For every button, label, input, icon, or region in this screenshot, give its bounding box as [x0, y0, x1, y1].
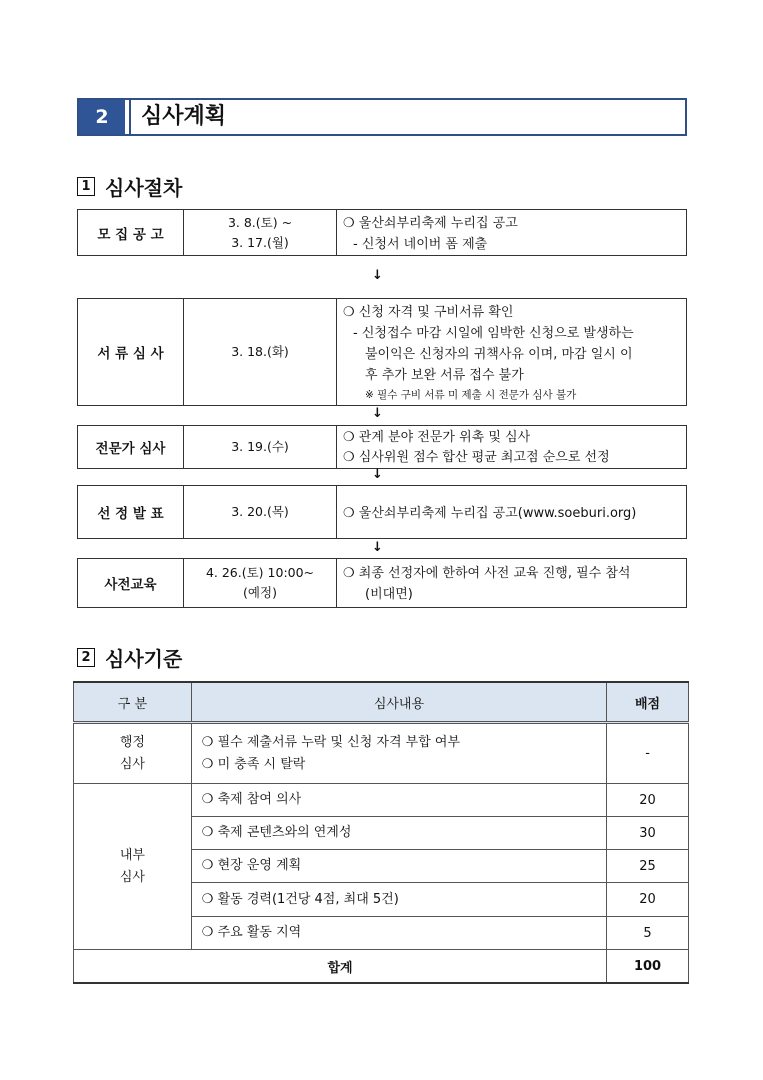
step-line: 불이익은 신청자의 귀책사유 이며, 마감 일시 이 [365, 347, 633, 362]
criteria-score: 5 [607, 917, 689, 950]
category-line: 내부 [119, 847, 145, 863]
step-line: (비대면) [365, 587, 413, 602]
step-content [337, 559, 686, 607]
table-header-row [74, 682, 689, 723]
criteria-item: ❍ 현장 운영 계획 [191, 850, 606, 883]
section-title: 심사계획 [141, 104, 227, 129]
step-name: 서 류 심 사 [78, 299, 184, 405]
step-line: ❍ 신청 자격 및 구비서류 확인 [343, 305, 514, 320]
total-label: 합계 [74, 950, 607, 984]
step-date-line: 3. 19.(수) [231, 439, 289, 454]
total-score: 100 [607, 950, 689, 984]
step-name: 모 집 공 고 [78, 210, 184, 255]
total-row [74, 950, 689, 984]
step-content [337, 299, 686, 405]
step-name: 선 정 발 표 [78, 486, 184, 538]
step-date-line: 4. 26.(토) 10:00~ [205, 565, 315, 580]
criteria-item: ❍ 주요 활동 지역 [191, 917, 606, 950]
step-date-line: 3. 20.(목) [231, 504, 289, 519]
step-date [184, 559, 337, 607]
criteria-heading-title: 심사기준 [105, 647, 183, 671]
admin-score: - [607, 723, 689, 784]
header-category: 구 분 [74, 682, 192, 723]
step-date [184, 426, 337, 468]
step-date-line: 3. 17.(월) [231, 234, 289, 250]
step-date [184, 299, 337, 405]
step-line: ❍ 울산쇠부리축제 누리집 공고 [343, 215, 518, 231]
procedure-heading [77, 172, 182, 201]
criteria-score: 25 [607, 850, 689, 883]
procedure-heading-number: 1 [77, 177, 95, 196]
header-score: 배점 [607, 682, 689, 723]
category-admin [74, 723, 192, 784]
step-content [337, 210, 686, 255]
step-document-review [77, 298, 687, 406]
criteria-item: ❍ 축제 참여 의사 [191, 784, 606, 817]
step-line: ❍ 최종 선정자에 한하여 사전 교육 진행, 필수 참석 [343, 566, 631, 581]
step-name: 전문가 심사 [78, 426, 184, 468]
criteria-item: ❍ 활동 경력(1건당 4점, 최대 5건) [191, 883, 606, 917]
category-line: 심사 [119, 756, 145, 772]
section-number: 2 [79, 100, 125, 134]
step-date-line: 3. 8.(토) ~ [227, 214, 293, 230]
criteria-score: 20 [607, 883, 689, 917]
step-name: 사전교육 [78, 559, 184, 607]
category-line: 행정 [119, 734, 145, 750]
criteria-item: ❍ 필수 제출서류 누락 및 신청 자격 부합 여부 [201, 734, 460, 750]
step-line: ❍ 울산쇠부리축제 누리집 공고(www.soeburi.org) [343, 505, 637, 521]
step-line: 후 추가 보완 서류 접수 불가 [365, 368, 524, 383]
section-header [77, 98, 687, 136]
down-arrow-icon: ↓ [372, 406, 383, 421]
criteria-table [73, 681, 689, 984]
admin-content [191, 723, 606, 784]
step-note: ※ 필수 구비 서류 미 제출 시 전문가 심사 불가 [365, 389, 577, 401]
step-content [337, 486, 686, 538]
header-content: 심사내용 [191, 682, 606, 723]
criteria-item: ❍ 미 충족 시 탈락 [201, 756, 306, 772]
table-row [74, 723, 689, 784]
step-date [184, 210, 337, 255]
criteria-score: 20 [607, 784, 689, 817]
step-content [337, 426, 686, 468]
down-arrow-icon: ↓ [372, 268, 383, 283]
criteria-item: ❍ 축제 콘텐츠와의 연계성 [191, 817, 606, 850]
step-line: ❍ 관계 분야 전문가 위촉 및 심사 [343, 430, 531, 445]
step-pre-training [77, 558, 687, 608]
procedure-heading-title: 심사절차 [105, 176, 183, 200]
criteria-heading-number: 2 [77, 648, 95, 667]
step-announcement [77, 485, 687, 539]
step-expert-review [77, 425, 687, 469]
category-internal [74, 784, 192, 950]
step-date [184, 486, 337, 538]
step-line: ❍ 심사위원 점수 합산 평균 최고점 순으로 선정 [343, 450, 610, 465]
table-row [74, 784, 689, 817]
category-line: 심사 [119, 869, 145, 885]
step-recruit [77, 209, 687, 256]
step-line: - 신청접수 마감 시일에 임박한 신청으로 발생하는 [353, 326, 634, 341]
section-divider-line [129, 100, 131, 134]
criteria-heading [77, 643, 182, 672]
step-line: - 신청서 네이버 폼 제출 [353, 236, 488, 252]
step-date-line: 3. 18.(화) [231, 344, 289, 359]
criteria-score: 30 [607, 817, 689, 850]
step-date-line: (예정) [243, 585, 277, 600]
down-arrow-icon: ↓ [372, 540, 383, 555]
down-arrow-icon: ↓ [372, 467, 383, 482]
